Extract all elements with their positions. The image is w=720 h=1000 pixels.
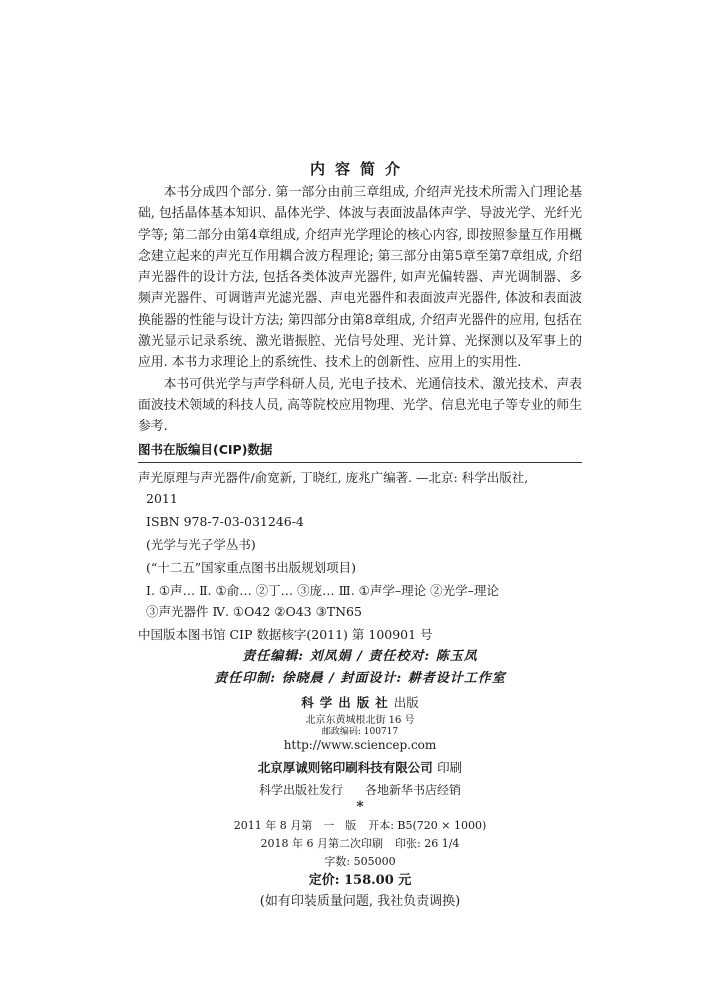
cip-line: Ⅰ. ①声… Ⅱ. ①俞… ②丁… ③庞… Ⅲ. ①声学–理论 ②光学–理论 [146,583,499,598]
edition-line [0,817,720,833]
publisher-line [0,693,720,711]
publisher-suffix: 出版 [393,695,419,710]
cip-line: 2011 [146,491,178,506]
summary-body [138,182,582,438]
publisher-postcode: 邮政编码: 100717 [321,727,399,737]
printing: 2018 年 6 月第二次印刷 [260,837,384,850]
format: 开本: B5(720 × 1000) [368,819,487,832]
cip-number-line: 中国版本图书馆 CIP 数据核字(2011) 第 100901 号 [138,627,433,642]
summary-paragraph: 本书分成四个部分. 第一部分由前三章组成, 介绍声光技术所需入门理论基础, 包括晶体基本知识、晶体光学、体波与表面波晶体声学、导波光学、光纤光学等; 第二部分由第4章组成, 介绍声光学理论的核心内容, 即按照参量互作用概念建立起来的声光互作用耦合波方程理论; 第三部分由第5章至第7章组成, 介绍声光器件的设计方法, 包括各类体波声光器件, 如声光偏转器、声光调制器、多频声光器件、可调谐声光滤光器、声电光器件和表面波声光器件, 体波和表面波换能器的性能与设计方法; 第四部分由第8章组成, 介绍声光器件的应用, 包括在激光显示记录系统、激光谐振腔、光信号处理、光计算、光探测以及军事上的应用. 本书力求理论上的系统性、技术上的创新性、应用上的实用性. [138,185,582,371]
production-credits: 责任印制: 徐晓晨 / 封面设计: 耕者设计工作室 [214,671,506,686]
summary-title: 内容简介 [309,160,410,178]
cip-line: 声光原理与声光器件/俞宽新, 丁晓红, 庞兆广编著. —北京: 科学出版社, [138,470,529,485]
printer-name: 北京厚诚则铭印刷科技有限公司 [257,760,433,775]
issuer: 科学出版社发行 [258,783,343,797]
cip-line: ISBN 978-7-03-031246-4 [146,514,304,529]
summary-paragraph: 本书可供光学与声学科研人员, 光电子技术、光通信技术、激光技术、声表面波技术领域的科技人员, 高等院校应用物理、光学、信息光电子等专业的师生参考. [138,376,582,435]
distribution-line [0,781,720,798]
printer-line [0,758,720,776]
printer-suffix: 印刷 [437,760,463,775]
distributor: 各地新华书店经销 [365,783,462,797]
publisher-address: 北京东黄城根北街 16 号 [305,715,415,726]
cip-title: 图书在版编目(CIP)数据 [138,440,582,463]
editor-credits: 责任编辑: 刘凤娟 / 责任校对: 陈玉凤 [242,649,478,664]
cip-line: ③声光器件 Ⅳ. ①O42 ②O43 ③TN65 [146,604,362,619]
cip-line: (“十二五”国家重点图书出版规划项目) [146,560,357,575]
price: 定价: 158.00 元 [308,873,412,888]
publisher-url[interactable] [0,738,720,752]
quality-notice: (如有印装质量问题, 我社负责调换) [259,894,461,909]
cip-line: (光学与光子学丛书) [146,537,256,552]
publisher-name: 科学出版社 [301,695,394,710]
publisher-url-text[interactable]: http://www.sciencep.com [283,738,437,752]
word-count: 字数: 505000 [324,855,396,868]
printing-line [0,835,720,851]
separator-star: * [356,799,364,815]
sheets: 印张: 26 1/4 [395,837,460,850]
edition: 2011 年 8 月第 一 版 [233,819,357,832]
